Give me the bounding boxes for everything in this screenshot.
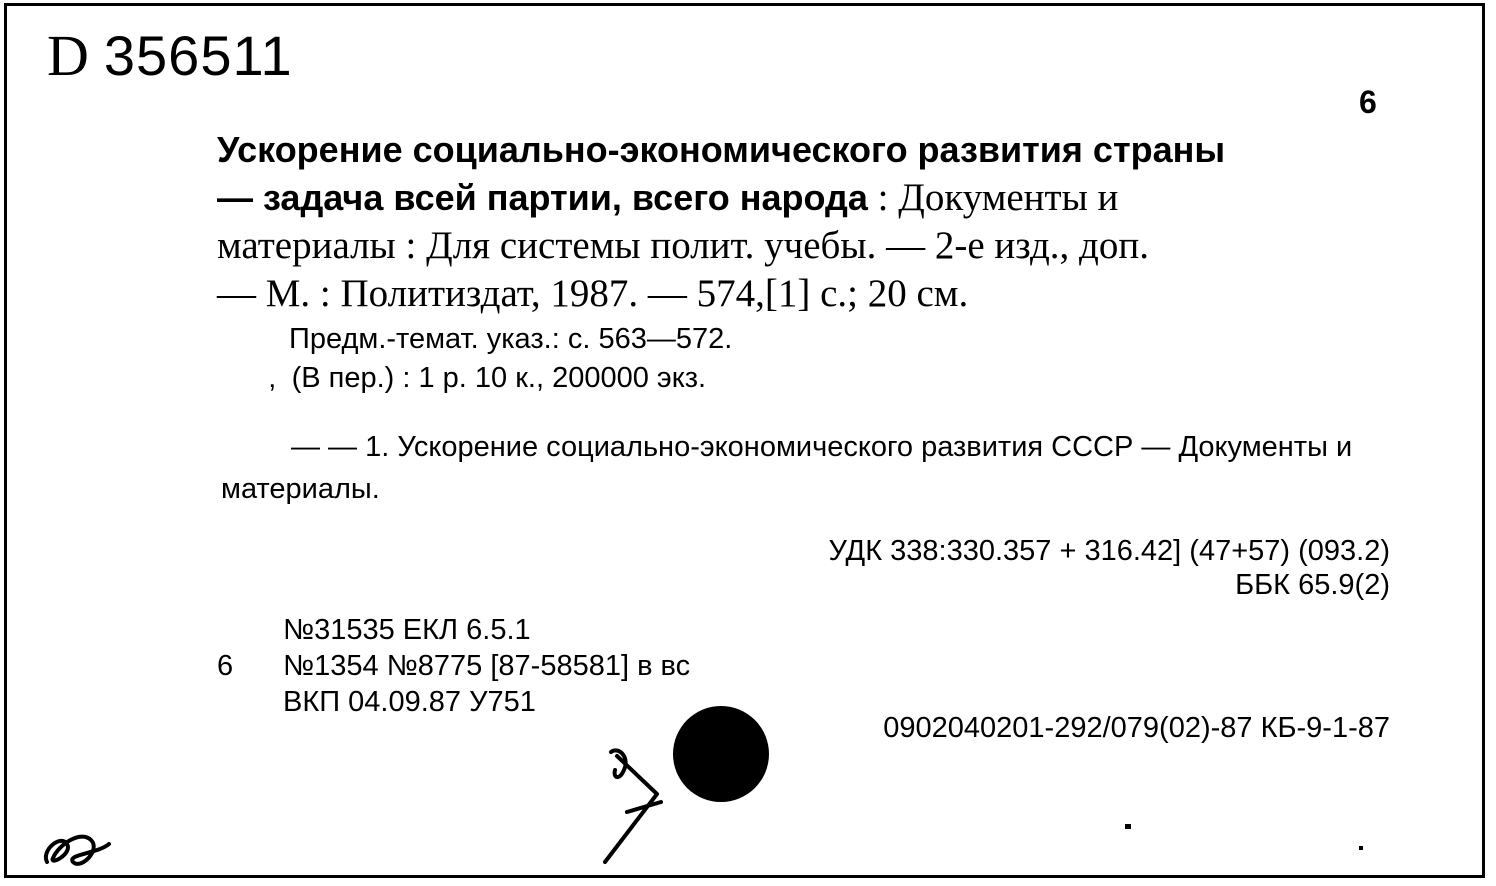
tech-line-2: №1354 №8775 [87-58581] в вс xyxy=(283,650,691,682)
description-line-3: материалы : Для системы полит. учебы. — 2-е изд., доп. xyxy=(217,224,1150,267)
tech-line-3: ВКП 04.09.87 У751 xyxy=(283,686,536,718)
handwritten-mark-icon xyxy=(597,742,677,866)
subject-heading: — — 1. Ускорение социально-экономического развития СССР — Документы и материалы. xyxy=(221,431,1353,505)
call-number-prefix: D xyxy=(47,23,90,88)
call-number xyxy=(47,23,293,88)
classification-block xyxy=(828,534,1390,602)
title-line-1: Ускорение социально-экономического развития страны xyxy=(217,129,1226,170)
description-line-4: — М. : Политиздат, 1987. — 574,[1] с.; 20 см. xyxy=(217,272,969,315)
punched-hole-dot xyxy=(673,706,769,802)
title-line-2: — задача всей партии, всего народа xyxy=(217,177,868,218)
title-line-2-rest: : Документы и xyxy=(877,176,1119,219)
isbn-code: 0902040201-292/079(02)-87 КБ-9-1-87 xyxy=(883,712,1390,744)
price-note-text: (В пер.) : 1 р. 10 к., 200000 экз. xyxy=(291,362,707,394)
tech-line-2-lead: 6 xyxy=(217,650,234,682)
price-note: ‚ (В пер.) : 1 р. 10 к., 200000 экз. xyxy=(269,362,707,394)
speck xyxy=(1359,846,1363,850)
call-number-value: 356511 xyxy=(103,24,293,87)
index-note: Предм.-темат. указ.: с. 563—572. xyxy=(289,323,733,355)
tech-line-1: №31535 ЕКЛ 6.5.1 xyxy=(283,614,531,646)
bbk-code: ББК 65.9(2) xyxy=(1235,569,1390,601)
handwritten-signature-icon xyxy=(37,814,127,874)
udk-code: УДК 338:330.357 + 316.42] (47+57) (093.2) xyxy=(828,535,1390,567)
bibliographic-description xyxy=(217,126,1387,318)
top-number: 6 xyxy=(1359,84,1377,120)
technical-block xyxy=(217,612,690,720)
catalog-card xyxy=(4,3,1485,878)
speck xyxy=(1125,824,1131,829)
